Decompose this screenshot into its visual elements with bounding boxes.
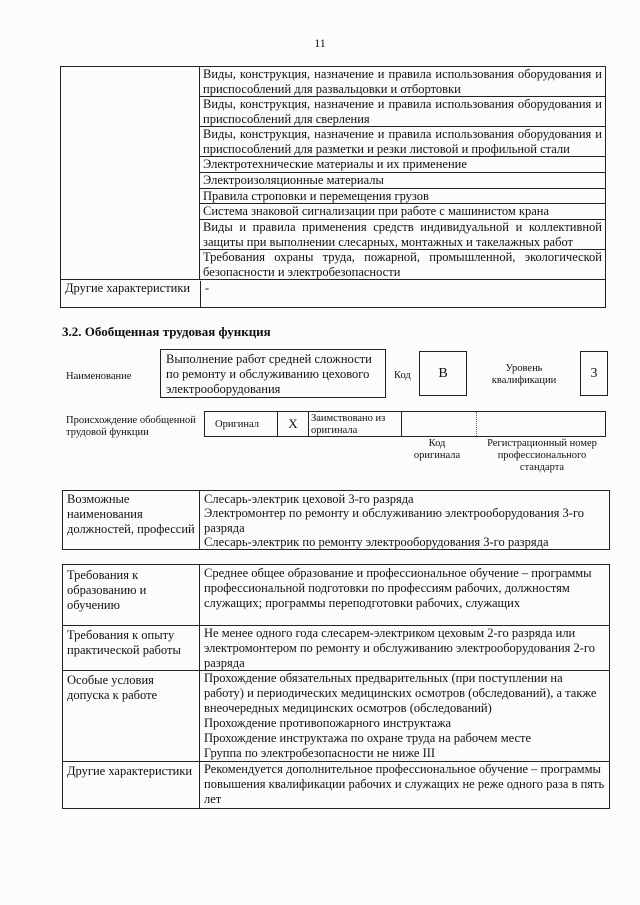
admission-label: Особые условия допуска к работе	[67, 673, 158, 702]
knowledge-item: Правила строповки и перемещения грузов	[200, 189, 605, 204]
knowledge-item: Виды, конструкция, назначение и правила использования оборудования и приспособлений для развальцовки и отбортовки	[200, 67, 605, 97]
experience-label: Требования к опыту практической работы	[67, 628, 181, 657]
name-value: Выполнение работ средней сложности по ремонту и обслуживанию цехового электрооборудования	[166, 352, 372, 396]
code-value-box	[419, 351, 467, 396]
admission-value: Прохождение противопожарного инструктажа	[204, 716, 452, 730]
knowledge-item: Электроизоляционные материалы	[200, 173, 605, 189]
name-value-box	[160, 349, 386, 398]
positions-table	[62, 490, 610, 550]
requirements-table	[62, 564, 610, 809]
origin-label: Происхождение обобщенной трудовой функции	[66, 415, 196, 438]
page-number: 11	[314, 36, 326, 50]
name-label: Наименование	[66, 371, 132, 382]
other-characteristics-value: Рекомендуется дополнительное профессиональное обучение – программы повышения квалификации рабочих и служащих не реже одного раза в пять лет	[204, 762, 605, 806]
section-heading: 3.2. Обобщенная трудовая функция	[62, 324, 271, 339]
origin-box	[204, 411, 606, 437]
knowledge-item: Система знаковой сигнализации при работе с машинистом крана	[200, 204, 605, 220]
reg-number-caption: Регистрационный номер профессионального стандарта	[487, 438, 597, 473]
other-characteristics-label: Другие характеристики	[67, 764, 193, 778]
code-original-cell	[401, 412, 477, 436]
borrowed-label: Заимствовано из оригинала	[311, 413, 386, 436]
original-label: Оригинал	[215, 419, 259, 430]
code-value: B	[438, 366, 448, 381]
other-row	[61, 279, 605, 308]
knowledge-item: Требования охраны труда, пожарной, промышленной, экологической безопасности и электробезопасности	[203, 250, 602, 279]
position-item: Слесарь-электрик цеховой 3-го разряда	[204, 492, 414, 506]
knowledge-table	[60, 66, 606, 308]
level-value: 3	[590, 366, 598, 381]
level-label: Уровень квалификации	[491, 363, 557, 386]
knowledge-item: Виды и правила применения средств индивидуальной и коллективной защиты при выполнении слесарных, монтажных и такелажных работ	[200, 220, 605, 250]
knowledge-item: Виды, конструкция, назначение и правила использования оборудования и приспособлений для сверления	[200, 97, 605, 127]
admission-value: Группа по электробезопасности не ниже III	[204, 746, 436, 760]
admission-value: Прохождение обязательных предварительных (при поступлении на работу) и периодических медицинских осмотров (обследований), а также внеочередных медицинских осмотров (обследований)	[204, 671, 597, 715]
education-label: Требования к образованию и обучению	[67, 568, 147, 612]
code-label: Код	[394, 370, 411, 381]
position-item: Слесарь-электрик по ремонту электрооборудования 3-го разряда	[204, 535, 549, 549]
other-label: Другие характеристики	[65, 281, 191, 295]
code-original-caption: Код оригинала	[413, 438, 461, 461]
other-value: -	[200, 281, 209, 308]
knowledge-item: Виды, конструкция, назначение и правила использования оборудования и приспособлений для разметки и резки листовой и профильной стали	[200, 127, 605, 157]
position-item: Электромонтер по ремонту и обслуживанию электрооборудования 3-го разряда	[204, 506, 585, 535]
knowledge-label-column	[61, 67, 200, 279]
experience-value: Не менее одного года слесарем-электриком цеховым 2-го разряда или электромонтером по ремонту и обслуживанию электрооборудования 2-го разряда	[204, 626, 595, 670]
positions-label: Возможные наименования должностей, профессий	[67, 492, 195, 536]
original-mark: X	[277, 412, 309, 436]
level-value-box	[580, 351, 608, 396]
admission-value: Прохождение инструктажа по охране труда на рабочем месте	[204, 731, 532, 745]
education-value: Среднее общее образование и профессиональное обучение – программы профессиональной подготовки по профессиям рабочих, должностям служащих; программы переподготовки рабочих, служащих	[204, 566, 592, 610]
knowledge-item: Электротехнические материалы и их применение	[200, 157, 605, 173]
